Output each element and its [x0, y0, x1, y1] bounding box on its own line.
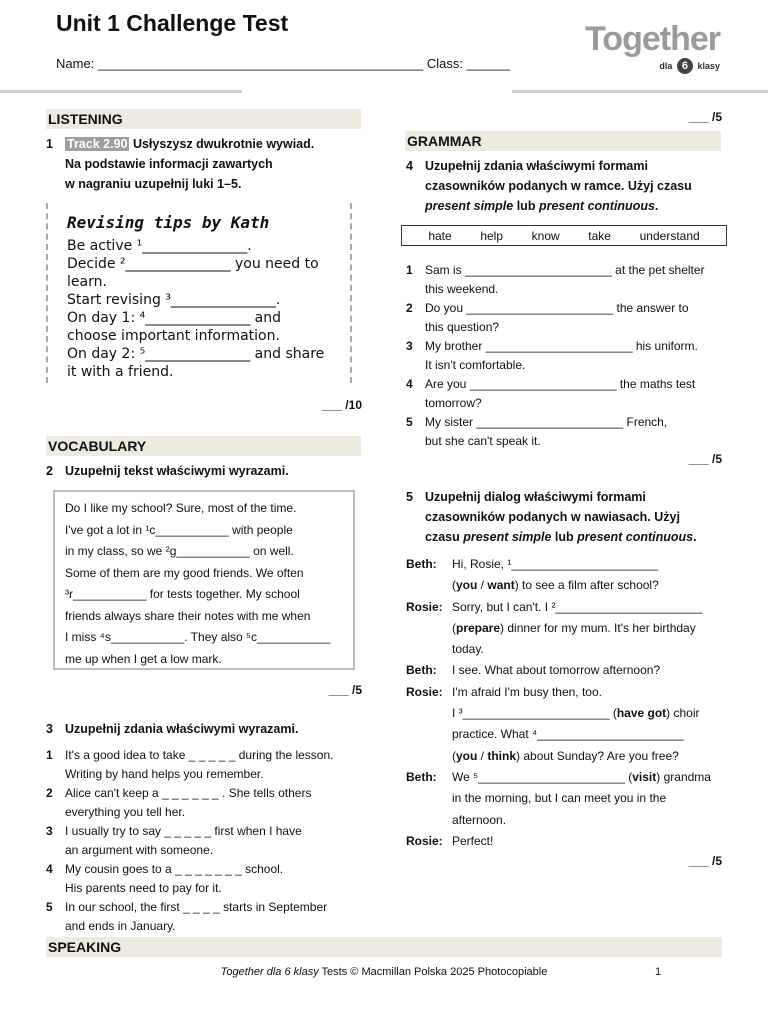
dialog-line[interactable] [406, 703, 736, 724]
speaker-label: Rosie: [406, 599, 443, 614]
vocabulary-heading: VOCABULARY [46, 436, 361, 456]
dialog-text: I'm afraid I'm busy then, too. [452, 684, 602, 699]
listening-q1-instruction: 1 Track 2.90 Usłyszysz dwukrotnie wywiad. Na podstawie informacji zawartych w nagraniu uzupełnij luki 1–5. [46, 137, 315, 191]
list-item[interactable]: 1 It's a good idea to take _ _ _ _ _ during the lesson. Writing by hand helps you remember. [46, 748, 334, 781]
name-class-line [56, 56, 510, 71]
tips-line: choose important information. [67, 328, 280, 344]
text-line[interactable]: I've got a lot in ¹c___________ with people [65, 522, 293, 537]
dialog-text: practice. What ⁴______________________ [452, 727, 685, 742]
page-title: Unit 1 Challenge Test [56, 10, 289, 36]
dialog-line[interactable] [406, 724, 736, 745]
tips-line: learn. [67, 274, 107, 290]
tips-line[interactable]: Decide ²_______________ you need to [67, 256, 319, 272]
tips-lines [67, 237, 352, 381]
footer-copyright: Together dla 6 klasy Tests © Macmillan Polska 2025 Photocopiable [220, 966, 548, 978]
dialog-text: today. [452, 642, 484, 657]
listening-score[interactable]: ___ /10 [321, 398, 362, 412]
dialog-line [406, 788, 736, 809]
dialog-text: (prepare) dinner for my mum. It's her birthday [452, 620, 696, 635]
dialog-line [406, 682, 736, 703]
tips-line[interactable]: Start revising ³_______________. [67, 292, 281, 308]
dialog-text: Sorry, but I can't. I ²______________________ [452, 599, 703, 614]
class-field[interactable]: Class: ______ [426, 56, 510, 71]
dialog-text: in the morning, but I can meet you in the [452, 791, 667, 806]
dialog-line [406, 810, 736, 831]
list-item[interactable]: 1 Sam is ______________________ at the pet shelter this weekend. [406, 263, 705, 296]
tips-line[interactable]: On day 1: ⁴_______________ and [67, 310, 282, 326]
page-number: 1 [655, 966, 662, 978]
vocabulary-q3-instruction: 3 Uzupełnij zdania właściwymi wyrazami. [46, 722, 299, 736]
brand-name: Together [585, 20, 720, 58]
text-line: Some of them are my good friends. We often [65, 565, 304, 580]
list-item[interactable]: 2 Alice can't keep a _ _ _ _ _ _ . She tells others everything you tell her. [46, 786, 312, 819]
list-item[interactable]: 5 In our school, the first _ _ _ _ starts in September and ends in January. [46, 900, 328, 933]
word-option: know [531, 228, 560, 243]
dialog-text: I ³______________________ (have got) choir [452, 706, 700, 721]
brand-subtitle: dla 6 klasy [659, 60, 720, 72]
dialog-line [406, 831, 736, 852]
text-line: Do I like my school? Sure, most of the time. [65, 501, 297, 515]
list-item[interactable]: 2 Do you ______________________ the answer to this question? [406, 301, 689, 334]
dialog-block [406, 554, 736, 852]
speaker-label: Rosie: [406, 684, 443, 699]
track-label[interactable]: Track 2.90 [67, 137, 128, 151]
text-line[interactable]: ³r___________ for tests together. My school [65, 587, 300, 601]
dialog-text: Hi, Rosie, ¹______________________ [452, 557, 659, 571]
speaker-label: Beth: [406, 557, 437, 571]
dialog-line[interactable] [406, 767, 736, 788]
word-option: hate [428, 228, 452, 243]
word-option: take [588, 228, 611, 243]
dialog-line[interactable] [406, 597, 736, 618]
speaker-label: Beth: [406, 663, 437, 678]
speaking-heading: SPEAKING [46, 937, 722, 957]
word-option: help [480, 228, 503, 243]
vocabulary-text-box [53, 490, 355, 670]
speaker-label: Rosie: [406, 833, 443, 848]
grammar-q4-list [406, 261, 736, 451]
dialog-text: Perfect! [452, 833, 494, 848]
tips-title: Revising tips by Kath [67, 213, 270, 232]
brand-logo [585, 22, 720, 74]
vocabulary-q2-instruction: 2 Uzupełnij tekst właściwymi wyrazami. [46, 464, 289, 478]
grammar-q5-instruction: 5 Uzupełnij dialog właściwymi formami czasowników podanych w nawiasach. Użyj czasu present simple lub present continuous. [406, 490, 697, 544]
list-item[interactable]: 3 My brother ______________________ his uniform. It isn't comfortable. [406, 339, 698, 372]
list-item[interactable]: 4 Are you ______________________ the maths test tomorrow? [406, 377, 696, 410]
grammar-q5-score[interactable]: ___ /5 [688, 854, 722, 868]
list-item[interactable]: 3 I usually try to say _ _ _ _ _ first when I have an argument with someone. [46, 824, 302, 857]
grade-badge: 6 [677, 58, 693, 74]
listening-top-score[interactable]: ___ /5 [688, 110, 722, 124]
word-option: understand [639, 228, 700, 243]
header-divider-left [0, 90, 242, 93]
tips-line[interactable]: On day 2: ⁵_______________ and share [67, 346, 325, 362]
dialog-text: (you / think) about Sunday? Are you free? [452, 748, 679, 763]
dialog-line [406, 575, 736, 596]
dialog-line [406, 660, 736, 681]
speaker-label: Beth: [406, 769, 437, 784]
dialog-text: (you / want) to see a film after school? [452, 578, 659, 593]
text-line[interactable]: I miss ⁴s___________. They also ⁵c___________ [65, 630, 331, 644]
list-item[interactable]: 5 My sister ______________________ French, but she can't speak it. [406, 415, 668, 448]
text-line: me up when I get a low mark. [65, 651, 222, 666]
dialog-line [406, 746, 736, 767]
name-field[interactable]: Name: _____________________________________________ [56, 56, 424, 71]
text-line: friends always share their notes with me when [65, 608, 311, 623]
header-divider-right [512, 90, 768, 93]
dialog-line[interactable] [406, 554, 736, 575]
dialog-line [406, 639, 736, 660]
grammar-q4-instruction: 4 Uzupełnij zdania właściwymi formami czasowników podanych w ramce. Użyj czasu present simple lub present continuous. [406, 159, 692, 213]
dialog-line [406, 618, 736, 639]
dialog-text: afternoon. [452, 812, 507, 827]
tips-line[interactable]: Be active ¹_______________. [67, 238, 252, 254]
tips-line: it with a friend. [67, 364, 174, 380]
text-line[interactable]: in my class, so we ²g___________ on well. [65, 544, 294, 558]
vocabulary-q2-score[interactable]: ___ /5 [328, 683, 362, 697]
vocabulary-q3-list [46, 746, 366, 936]
revising-tips-box [46, 203, 352, 383]
listening-heading: LISTENING [46, 109, 361, 129]
list-item[interactable]: 4 My cousin goes to a _ _ _ _ _ _ _ school. His parents need to pay for it. [46, 862, 284, 895]
word-box [401, 225, 727, 246]
dialog-text: I see. What about tomorrow afternoon? [452, 663, 661, 678]
grammar-heading: GRAMMAR [405, 131, 721, 151]
dialog-text: We ⁵______________________ (visit) grandma [452, 769, 711, 784]
grammar-q4-score[interactable]: ___ /5 [688, 452, 722, 466]
